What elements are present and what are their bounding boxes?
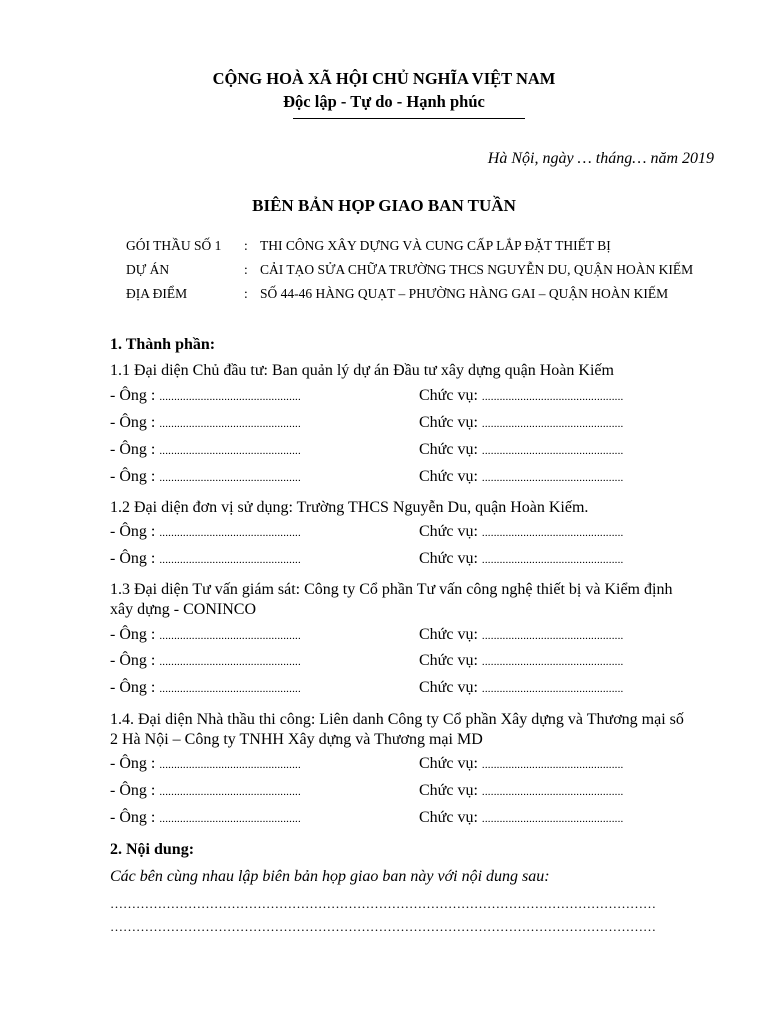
- name-blank: ................................................: [159, 759, 301, 771]
- position-blank: ................................................: [481, 786, 624, 798]
- document-title: BIÊN BẢN HỌP GIAO BAN TUẦN: [252, 196, 516, 215]
- info-key: GÓI THẦU SỐ 1: [126, 238, 222, 253]
- person-label: - Ông :: [110, 782, 160, 799]
- info-value: CẢI TẠO SỬA CHỮA TRƯỜNG THCS NGUYỄN DU, QUẬN HOÀN KIẾM: [260, 262, 694, 277]
- person-label: - Ông :: [110, 755, 160, 772]
- group-title-supervisor-cont: xây dựng - CONINCO: [110, 601, 256, 618]
- person-label: - Ông :: [110, 809, 160, 826]
- position-blank: ................................................: [481, 759, 624, 771]
- national-title: CỘNG HOÀ XÃ HỘI CHỦ NGHĨA VIỆT NAM: [212, 69, 556, 88]
- position-label: Chức vụ:: [419, 782, 482, 799]
- name-blank: ................................................: [159, 554, 301, 566]
- name-blank: ................................................: [159, 683, 301, 695]
- attendee-row: [110, 414, 710, 434]
- position-label: Chức vụ:: [419, 523, 482, 540]
- position-blank: ................................................: [481, 472, 624, 484]
- attendee-row: [110, 652, 710, 672]
- name-blank: ................................................: [159, 391, 301, 403]
- attendee-row: [110, 809, 710, 829]
- attendee-row: [110, 387, 710, 407]
- attendee-row: [110, 755, 710, 775]
- position-blank: ................................................: [481, 418, 624, 430]
- person-label: - Ông :: [110, 468, 160, 485]
- attendee-row: [110, 626, 710, 646]
- section2-intro: Các bên cùng nhau lập biên bản họp giao ban này với nội dung sau:: [110, 868, 550, 885]
- name-blank: ................................................: [159, 656, 301, 668]
- person-label: - Ông :: [110, 679, 160, 696]
- position-blank: ................................................: [481, 391, 624, 403]
- position-blank: ................................................: [481, 527, 624, 539]
- position-label: Chức vụ:: [419, 550, 482, 567]
- national-motto: Độc lập - Tự do - Hạnh phúc: [283, 92, 485, 111]
- info-key: ĐỊA ĐIỂM: [126, 286, 188, 301]
- name-blank: ................................................: [159, 630, 301, 642]
- info-separator: :: [244, 286, 248, 301]
- dateline: Hà Nội, ngày … tháng… năm 2019: [487, 150, 714, 167]
- attendee-row: [110, 468, 710, 488]
- position-blank: ................................................: [481, 630, 624, 642]
- position-label: Chức vụ:: [419, 679, 482, 696]
- position-blank: ................................................: [481, 554, 624, 566]
- person-label: - Ông :: [110, 652, 160, 669]
- attendee-row: [110, 679, 710, 699]
- position-label: Chức vụ:: [419, 468, 482, 485]
- group-title-contractor: 1.4. Đại diện Nhà thầu thi công: Liên danh Công ty Cổ phần Xây dựng và Thương mại số: [110, 711, 684, 728]
- section2-heading: 2. Nội dung:: [110, 841, 195, 858]
- content-fill-line: ………………………………………………………………………………………………………………: [110, 919, 656, 934]
- position-label: Chức vụ:: [419, 414, 482, 431]
- position-blank: ................................................: [481, 813, 624, 825]
- name-blank: ................................................: [159, 445, 301, 457]
- position-blank: ................................................: [481, 445, 624, 457]
- person-label: - Ông :: [110, 550, 160, 567]
- position-label: Chức vụ:: [419, 441, 482, 458]
- name-blank: ................................................: [159, 472, 301, 484]
- attendee-row: [110, 782, 710, 802]
- position-blank: ................................................: [481, 683, 624, 695]
- person-label: - Ông :: [110, 523, 160, 540]
- position-blank: ................................................: [481, 656, 624, 668]
- attendee-row: [110, 441, 710, 461]
- group-title-investor: 1.1 Đại diện Chủ đầu tư: Ban quản lý dự án Đầu tư xây dựng quận Hoàn Kiếm: [110, 362, 614, 379]
- name-blank: ................................................: [159, 813, 301, 825]
- name-blank: ................................................: [159, 786, 301, 798]
- person-label: - Ông :: [110, 626, 160, 643]
- person-label: - Ông :: [110, 387, 160, 404]
- group-title-user: 1.2 Đại diện đơn vị sử dụng: Trường THCS Nguyễn Du, quận Hoàn Kiếm.: [110, 499, 589, 516]
- position-label: Chức vụ:: [419, 387, 482, 404]
- position-label: Chức vụ:: [419, 652, 482, 669]
- section1-heading: 1. Thành phần:: [110, 336, 216, 353]
- position-label: Chức vụ:: [419, 626, 482, 643]
- group-title-supervisor: 1.3 Đại diện Tư vấn giám sát: Công ty Cổ phần Tư vấn công nghệ thiết bị và Kiểm định: [110, 581, 673, 598]
- info-value: THI CÔNG XÂY DỰNG VÀ CUNG CẤP LẮP ĐẶT THIẾT BỊ: [260, 238, 611, 253]
- attendee-row: [110, 550, 710, 570]
- name-blank: ................................................: [159, 418, 301, 430]
- motto-underline: [293, 118, 525, 119]
- person-label: - Ông :: [110, 441, 160, 458]
- attendee-row: [110, 523, 710, 543]
- info-separator: :: [244, 238, 248, 253]
- info-value: SỐ 44-46 HÀNG QUẠT – PHƯỜNG HÀNG GAI – QUẬN HOÀN KIẾM: [260, 286, 669, 301]
- content-fill-line: ………………………………………………………………………………………………………………: [110, 896, 656, 911]
- position-label: Chức vụ:: [419, 809, 482, 826]
- group-title-contractor-cont: 2 Hà Nội – Công ty TNHH Xây dựng và Thương mại MD: [110, 731, 483, 748]
- info-separator: :: [244, 262, 248, 277]
- name-blank: ................................................: [159, 527, 301, 539]
- person-label: - Ông :: [110, 414, 160, 431]
- info-key: DỰ ÁN: [126, 262, 170, 277]
- position-label: Chức vụ:: [419, 755, 482, 772]
